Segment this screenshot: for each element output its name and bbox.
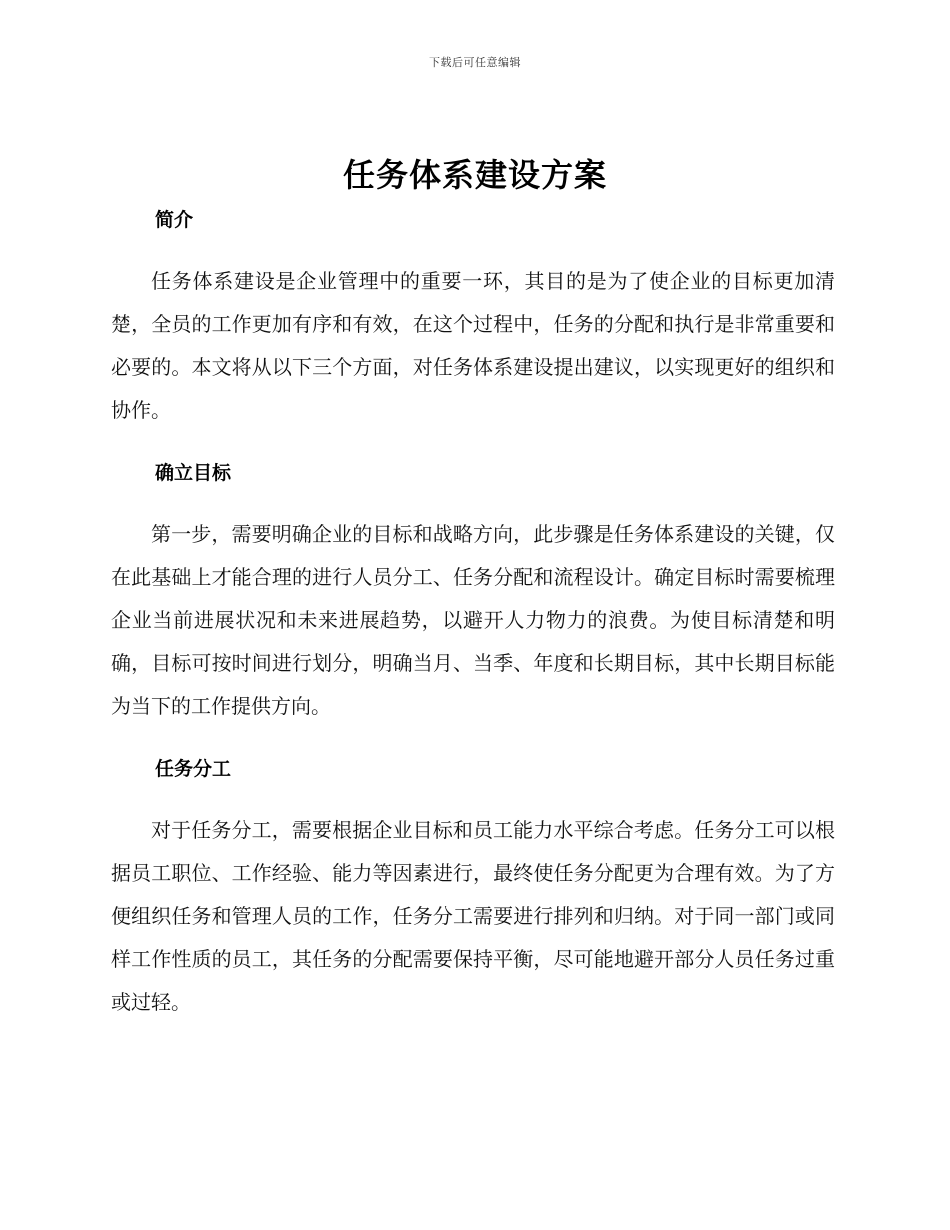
- section-paragraph-intro: 任务体系建设是企业管理中的重要一环，其目的是为了使企业的目标更加清楚，全员的工作更加有序和有效，在这个过程中，任务的分配和执行是非常重要和必要的。本文将从以下三个方面，对任务体系建设提出建议，以实现更好的组织和协作。: [111, 269, 835, 422]
- section-heading-division: 任务分工: [155, 758, 232, 780]
- page-header-note: 下载后可任意编辑: [429, 56, 521, 69]
- section-heading-intro: 简介: [155, 209, 194, 231]
- section-heading-goals: 确立目标: [155, 462, 232, 484]
- section-paragraph-division: 对于任务分工，需要根据企业目标和员工能力水平综合考虑。任务分工可以根据员工职位、工作经验、能力等因素进行，最终使任务分配更为合理有效。为了方便组织任务和管理人员的工作，任务分工需要进行排列和归纳。对于同一部门或同样工作性质的员工，其任务的分配需要保持平衡，尽可能地避开部分人员任务过重或过轻。: [111, 818, 835, 1014]
- document-body: [111, 204, 835, 1024]
- section-paragraph-goals: 第一步，需要明确企业的目标和战略方向，此步骤是任务体系建设的关键，仅在此基础上才能合理的进行人员分工、任务分配和流程设计。确定目标时需要梳理企业当前进展状况和未来进展趋势，以避开人力物力的浪费。为使目标清楚和明确，目标可按时间进行划分，明确当月、当季、年度和长期目标，其中长期目标能为当下的工作提供方向。: [111, 522, 835, 718]
- document-title: 任务体系建设方案: [342, 156, 607, 194]
